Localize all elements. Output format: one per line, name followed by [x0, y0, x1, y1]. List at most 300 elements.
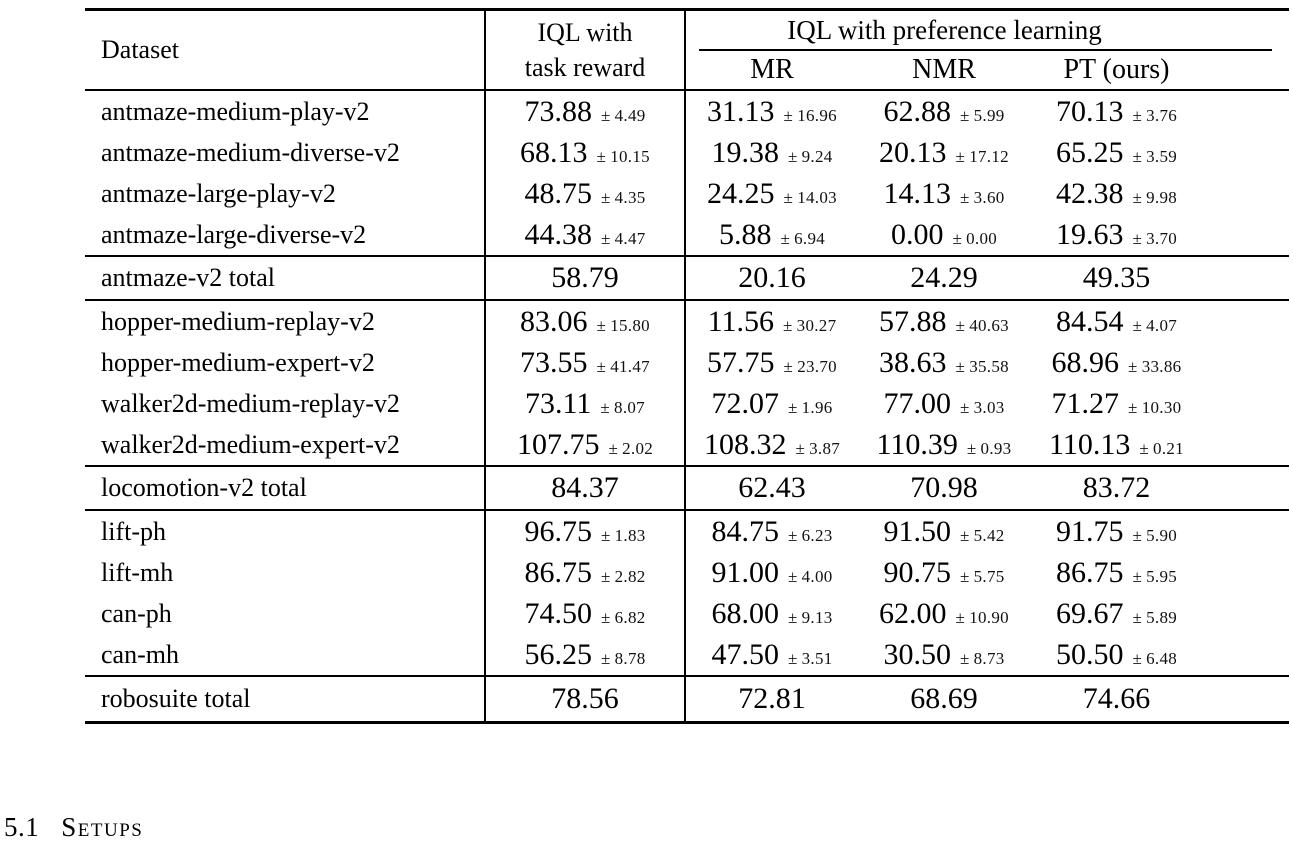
value-cell-task-reward — [486, 383, 686, 424]
value — [711, 597, 832, 631]
dataset-cell — [85, 383, 486, 424]
value — [524, 638, 645, 672]
value-cell-pt — [1030, 214, 1289, 255]
value-cell-task-reward — [486, 342, 686, 383]
value — [883, 95, 1004, 129]
mean-value: 62.43 — [738, 471, 806, 504]
results-table — [85, 8, 1289, 724]
value-cell-mr — [686, 552, 858, 593]
value — [524, 177, 645, 211]
value — [520, 136, 650, 170]
std-value — [956, 147, 1009, 166]
value-cell-task-reward — [486, 593, 686, 634]
std-value — [1132, 567, 1177, 586]
value — [524, 218, 645, 252]
std-value — [1132, 229, 1177, 248]
value-cell-mr — [686, 214, 858, 255]
group-header — [686, 11, 1289, 49]
dataset-name: can-ph — [101, 598, 172, 628]
plus-minus-sign: ± — [959, 187, 970, 207]
dataset-cell — [85, 257, 486, 299]
mean-value: 74.50 — [524, 596, 592, 630]
std-value — [601, 649, 646, 668]
plus-minus-sign: ± — [783, 356, 794, 376]
std-value — [960, 567, 1005, 586]
std-value — [597, 357, 650, 376]
plus-minus-sign: ± — [955, 356, 966, 376]
std-number: 10.90 — [969, 607, 1009, 627]
mean-value: 44.38 — [524, 217, 592, 251]
plus-minus-sign: ± — [596, 315, 607, 335]
value-cell-task-reward — [486, 424, 686, 465]
std-value — [1132, 188, 1177, 207]
value-cell-task-reward — [486, 173, 686, 214]
plus-minus-sign: ± — [1132, 187, 1143, 207]
mean-value: 20.16 — [738, 261, 806, 294]
mean-value: 84.54 — [1055, 304, 1124, 338]
value — [1052, 346, 1182, 380]
value-cell-mr — [686, 257, 858, 299]
value — [879, 136, 1009, 170]
std-value — [960, 106, 1005, 125]
value-cell-pt — [1030, 173, 1289, 214]
column-header-task-reward — [486, 11, 686, 89]
dataset-name: lift-ph — [101, 516, 166, 546]
dataset-name: robosuite total — [101, 684, 251, 713]
std-number: 10.15 — [610, 146, 650, 166]
value-cell-pt — [1030, 511, 1289, 552]
mean-value: 90.75 — [883, 555, 951, 589]
header-label: PT (ours) — [1063, 54, 1170, 85]
mean-value: 0.00 — [890, 217, 944, 251]
value — [879, 346, 1009, 380]
std-number: 35.58 — [969, 356, 1009, 376]
mean-value: 83.72 — [1082, 471, 1151, 504]
std-value — [788, 608, 833, 627]
mean-value: 73.88 — [524, 94, 592, 128]
value-cell-mr — [686, 301, 858, 342]
dataset-cell — [85, 467, 486, 509]
value — [711, 515, 832, 549]
header-label: Dataset — [101, 35, 179, 64]
std-value — [956, 357, 1009, 376]
table-row — [85, 301, 1289, 342]
mean-value: 57.75 — [707, 345, 775, 379]
mean-value: 20.13 — [879, 135, 947, 169]
column-header-pt — [1030, 51, 1289, 89]
value-cell-pt — [1030, 552, 1289, 593]
mean-value: 91.50 — [883, 514, 951, 548]
std-number: 2.82 — [614, 566, 646, 586]
section-title: Setups — [61, 812, 144, 842]
std-number: 2.02 — [622, 438, 654, 458]
value — [1056, 597, 1177, 631]
table-row — [85, 424, 1289, 465]
std-value — [780, 229, 825, 248]
mean-value: 72.81 — [738, 682, 806, 715]
value-cell-task-reward — [486, 634, 686, 675]
value-cell-mr — [686, 634, 858, 675]
value-cell-mr — [686, 467, 858, 509]
std-number: 5.99 — [973, 105, 1005, 125]
mean-value: 24.25 — [707, 176, 775, 210]
std-value — [956, 316, 1009, 335]
value — [877, 428, 1012, 462]
mean-value: 31.13 — [707, 94, 775, 128]
value — [883, 177, 1004, 211]
dataset-name: hopper-medium-expert-v2 — [101, 347, 375, 377]
plus-minus-sign: ± — [952, 228, 963, 248]
std-number: 23.70 — [797, 356, 837, 376]
value — [708, 305, 837, 339]
value-cell-nmr — [858, 552, 1030, 593]
mean-value: 47.50 — [711, 637, 779, 671]
value-cell-pt — [1030, 91, 1289, 132]
plus-minus-sign: ± — [787, 648, 798, 668]
std-number: 15.80 — [610, 315, 650, 335]
mean-value: 57.88 — [879, 304, 947, 338]
mean-value: 86.75 — [1055, 555, 1124, 589]
mean-value: 96.75 — [524, 514, 592, 548]
std-number: 9.98 — [1146, 187, 1178, 207]
std-value — [1139, 439, 1184, 458]
mean-value: 56.25 — [524, 637, 592, 671]
std-value — [956, 608, 1009, 627]
mean-value: 110.13 — [1049, 427, 1131, 461]
dataset-name: lift-mh — [101, 557, 174, 587]
std-value — [783, 316, 836, 335]
value-cell-nmr — [858, 132, 1030, 173]
value-cell-nmr — [858, 91, 1030, 132]
value — [520, 305, 650, 339]
mean-value: 19.38 — [711, 135, 779, 169]
plus-minus-sign: ± — [596, 356, 607, 376]
value-cell-mr — [686, 132, 858, 173]
table-row — [85, 552, 1289, 593]
value-cell-pt — [1030, 342, 1289, 383]
plus-minus-sign: ± — [1128, 356, 1138, 376]
value — [707, 346, 837, 380]
header-label: NMR — [912, 54, 976, 85]
value-cell-pt — [1030, 383, 1289, 424]
plus-minus-sign: ± — [600, 105, 611, 125]
std-value — [1132, 608, 1177, 627]
std-number: 0.93 — [980, 438, 1012, 458]
std-number: 5.90 — [1146, 525, 1178, 545]
value-cell-nmr — [858, 301, 1030, 342]
value-cell-nmr — [858, 593, 1030, 634]
std-number: 40.63 — [969, 315, 1009, 335]
plus-minus-sign: ± — [959, 397, 970, 417]
value — [524, 597, 645, 631]
std-number: 3.51 — [801, 648, 833, 668]
value — [883, 515, 1004, 549]
std-number: 9.13 — [801, 607, 833, 627]
std-number: 30.27 — [796, 315, 837, 335]
mean-value: 70.13 — [1055, 94, 1124, 128]
value-cell-mr — [686, 511, 858, 552]
value-cell-pt — [1030, 634, 1289, 675]
plus-minus-sign: ± — [1132, 648, 1143, 668]
std-value — [788, 526, 833, 545]
value — [704, 428, 840, 462]
value-cell-nmr — [858, 214, 1030, 255]
std-value — [967, 439, 1012, 458]
value-cell-mr — [686, 173, 858, 214]
std-number: 6.23 — [801, 525, 833, 545]
header-label: IQL with — [537, 18, 633, 47]
value — [1056, 638, 1177, 672]
mean-value: 68.13 — [520, 135, 588, 169]
std-number: 3.70 — [1146, 228, 1178, 248]
mean-value: 68.00 — [711, 596, 779, 630]
dataset-cell — [85, 214, 486, 255]
mean-value: 58.79 — [551, 261, 619, 294]
std-number: 3.60 — [973, 187, 1005, 207]
std-number: 4.49 — [614, 105, 646, 125]
value — [879, 305, 1009, 339]
value — [525, 387, 645, 421]
plus-minus-sign: ± — [1132, 566, 1143, 586]
dataset-cell — [85, 173, 486, 214]
plus-minus-sign: ± — [600, 607, 611, 627]
dataset-cell — [85, 132, 486, 173]
std-number: 8.73 — [973, 648, 1005, 668]
std-value — [795, 439, 840, 458]
std-value — [601, 188, 646, 207]
value — [891, 218, 997, 252]
header-label: task reward — [524, 53, 646, 82]
std-number: 17.12 — [969, 146, 1009, 166]
std-number: 3.59 — [1146, 146, 1178, 166]
total-row — [85, 255, 1289, 301]
std-number: 4.00 — [801, 566, 833, 586]
plus-minus-sign: ± — [955, 315, 966, 335]
std-value — [788, 398, 833, 417]
mean-value: 71.27 — [1051, 386, 1120, 420]
mean-value: 107.75 — [516, 427, 600, 461]
std-value — [1132, 316, 1177, 335]
value-cell-nmr — [858, 467, 1030, 509]
mean-value: 77.00 — [883, 386, 951, 420]
mean-value: 5.88 — [718, 217, 772, 251]
std-value — [960, 398, 1005, 417]
std-value — [601, 106, 646, 125]
mean-value: 11.56 — [707, 304, 774, 338]
plus-minus-sign: ± — [596, 146, 607, 166]
plus-minus-sign: ± — [600, 228, 611, 248]
std-value — [601, 229, 646, 248]
value — [707, 95, 837, 129]
std-value — [601, 608, 646, 627]
std-number: 41.47 — [610, 356, 650, 376]
column-group-preference-learning — [686, 11, 1289, 89]
plus-minus-sign: ± — [955, 607, 966, 627]
mean-value: 73.11 — [525, 386, 592, 420]
dataset-cell — [85, 511, 486, 552]
dataset-name: antmaze-large-diverse-v2 — [101, 219, 367, 249]
value-cell-pt — [1030, 424, 1289, 465]
plus-minus-sign: ± — [966, 438, 977, 458]
value — [1056, 218, 1177, 252]
plus-minus-sign: ± — [787, 607, 798, 627]
plus-minus-sign: ± — [608, 438, 619, 458]
mean-value: 38.63 — [879, 345, 947, 379]
dataset-name: hopper-medium-replay-v2 — [101, 306, 375, 336]
header-label: IQL with preference learning — [787, 14, 1102, 45]
dataset-cell — [85, 342, 486, 383]
mean-value: 50.50 — [1055, 637, 1124, 671]
plus-minus-sign: ± — [1132, 607, 1143, 627]
value — [883, 556, 1004, 590]
value-cell-mr — [686, 91, 858, 132]
mean-value: 73.55 — [520, 345, 588, 379]
std-number: 8.07 — [614, 397, 645, 417]
table-row — [85, 173, 1289, 214]
value-cell-nmr — [858, 342, 1030, 383]
plus-minus-sign: ± — [787, 525, 798, 545]
value-cell-task-reward — [486, 552, 686, 593]
mean-value: 86.75 — [524, 555, 592, 589]
dataset-name: locomotion-v2 total — [101, 473, 307, 502]
value — [711, 638, 832, 672]
dataset-cell — [85, 424, 486, 465]
std-value — [952, 229, 997, 248]
plus-minus-sign: ± — [1132, 315, 1143, 335]
std-value — [788, 147, 833, 166]
mean-value: 68.69 — [910, 682, 978, 715]
value-cell-nmr — [858, 634, 1030, 675]
std-number: 6.94 — [794, 228, 826, 248]
table-row — [85, 383, 1289, 424]
mean-value: 14.13 — [883, 176, 951, 210]
value-cell-pt — [1030, 301, 1289, 342]
dataset-cell — [85, 91, 486, 132]
plus-minus-sign: ± — [783, 105, 794, 125]
total-row — [85, 675, 1289, 721]
value — [524, 95, 645, 129]
mean-value: 74.66 — [1082, 682, 1151, 715]
mean-value: 69.67 — [1055, 596, 1124, 630]
plus-minus-sign: ± — [783, 187, 794, 207]
mean-value: 108.32 — [703, 427, 787, 461]
value-cell-nmr — [858, 383, 1030, 424]
mean-value: 83.06 — [520, 304, 588, 338]
table-header — [85, 11, 1289, 91]
std-number: 33.86 — [1141, 356, 1182, 376]
std-number: 0.21 — [1153, 438, 1184, 458]
value-cell-task-reward — [486, 132, 686, 173]
std-number: 4.07 — [1146, 315, 1178, 335]
value — [883, 387, 1004, 421]
dataset-cell — [85, 677, 486, 721]
value-cell-nmr — [858, 677, 1030, 721]
dataset-name: walker2d-medium-replay-v2 — [101, 388, 400, 418]
plus-minus-sign: ± — [600, 566, 611, 586]
plus-minus-sign: ± — [600, 648, 611, 668]
std-value — [608, 439, 653, 458]
std-value — [788, 649, 833, 668]
std-value — [1128, 398, 1181, 417]
value-cell-task-reward — [486, 214, 686, 255]
std-value — [597, 147, 650, 166]
std-number: 3.87 — [809, 438, 841, 458]
value-cell-pt — [1030, 467, 1289, 509]
table-row — [85, 511, 1289, 552]
std-value — [1132, 106, 1177, 125]
dataset-name: antmaze-medium-play-v2 — [101, 96, 370, 126]
mean-value: 110.39 — [876, 427, 958, 461]
mean-value: 49.35 — [1082, 261, 1151, 294]
value — [879, 597, 1009, 631]
std-number: 5.95 — [1146, 566, 1178, 586]
plus-minus-sign: ± — [600, 525, 611, 545]
value-cell-task-reward — [486, 91, 686, 132]
std-number: 5.75 — [973, 566, 1005, 586]
subcolumn-headers — [686, 51, 1289, 89]
column-header-mr — [686, 51, 858, 89]
value-cell-task-reward — [486, 511, 686, 552]
plus-minus-sign: ± — [1139, 438, 1150, 458]
std-number: 4.35 — [614, 187, 646, 207]
std-number: 1.96 — [801, 397, 833, 417]
dataset-name: antmaze-medium-diverse-v2 — [101, 137, 400, 167]
mean-value: 72.07 — [711, 386, 779, 420]
dataset-cell — [85, 301, 486, 342]
value-cell-nmr — [858, 424, 1030, 465]
dataset-cell — [85, 634, 486, 675]
plus-minus-sign: ± — [1132, 228, 1143, 248]
section-heading — [4, 812, 143, 843]
plus-minus-sign: ± — [780, 228, 791, 248]
std-value — [784, 357, 837, 376]
std-value — [960, 188, 1005, 207]
value — [711, 556, 832, 590]
mean-value: 91.00 — [711, 555, 779, 589]
mean-value: 42.38 — [1055, 176, 1124, 210]
dataset-name: can-mh — [101, 639, 179, 669]
std-number: 6.48 — [1146, 648, 1178, 668]
mean-value: 62.00 — [879, 596, 947, 630]
std-value — [960, 526, 1005, 545]
value-cell-pt — [1030, 677, 1289, 721]
value — [524, 556, 645, 590]
value — [1056, 556, 1177, 590]
std-value — [784, 106, 837, 125]
value — [1056, 177, 1177, 211]
plus-minus-sign: ± — [959, 566, 970, 586]
mean-value: 19.63 — [1055, 217, 1124, 251]
std-value — [601, 526, 646, 545]
plus-minus-sign: ± — [600, 187, 611, 207]
mean-value: 84.37 — [551, 471, 619, 504]
plus-minus-sign: ± — [795, 438, 806, 458]
value — [1052, 387, 1182, 421]
table-row — [85, 634, 1289, 675]
mean-value: 70.98 — [910, 471, 978, 504]
value-cell-mr — [686, 677, 858, 721]
value — [1056, 305, 1177, 339]
value-cell-mr — [686, 593, 858, 634]
value-cell-pt — [1030, 132, 1289, 173]
value — [1056, 136, 1177, 170]
mean-value: 68.96 — [1051, 345, 1120, 379]
std-value — [597, 316, 650, 335]
table-row — [85, 342, 1289, 383]
plus-minus-sign: ± — [959, 105, 970, 125]
std-value — [784, 188, 837, 207]
mean-value: 78.56 — [551, 682, 619, 715]
